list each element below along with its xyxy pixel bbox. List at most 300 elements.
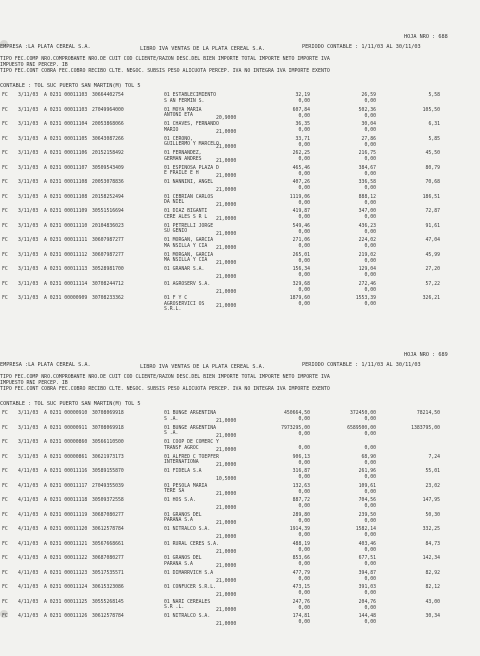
client-name: 01 FERNANDEZ, GERMAN ANDRES [164, 151, 202, 162]
doc-date: 4/11/03 [18, 585, 39, 590]
vat-rate: 21,0000 [216, 564, 237, 569]
doc-number: A 0231 00011118 [44, 498, 88, 503]
client-name: 01 PESOLA MARIA TERE SA [164, 483, 208, 494]
total-amount: 32,19 [295, 93, 310, 98]
cuit-number: 30615323086 [92, 585, 124, 590]
vat-amount: 47,04 [425, 238, 440, 243]
cuit-number: 30708069918 [92, 425, 124, 431]
vat-amount: 142,34 [422, 556, 440, 561]
vat-rate: 21,0000 [216, 304, 237, 309]
vat-amount: 45,50 [425, 151, 440, 156]
total-amount: 488,19 [292, 541, 310, 547]
doc-type: FC [2, 296, 8, 301]
client-name: 01 ESPINOSA PLAZA D E FRAILE E H [164, 165, 219, 176]
total-amount: 477,79 [292, 570, 310, 576]
client-name: 01 ESTABLECIMIENTO S AN FERMIN S. [164, 93, 216, 104]
perception-amount: 0,00 [364, 287, 376, 293]
rni-amount: 0,00 [298, 302, 310, 307]
cuit-number: 30612578784 [92, 527, 124, 532]
vat-amount: 55,01 [425, 469, 440, 474]
vat-amount: 45,99 [425, 252, 440, 258]
doc-type: FC [2, 541, 8, 547]
table-row [0, 614, 480, 633]
doc-type: FC [2, 93, 8, 98]
perception-amount: 0,00 [364, 273, 376, 278]
rni-amount: 0,00 [298, 446, 310, 451]
vat-rate: 21,0000 [216, 173, 237, 179]
vat-rate: 21,0000 [216, 260, 237, 266]
hoja-number: HOJA NRO : 688 [404, 34, 448, 40]
doc-type: FC [2, 614, 8, 619]
vat-rate: 21,0000 [216, 188, 237, 193]
rni-amount: 0,00 [298, 273, 310, 278]
total-amount: 1914,39 [289, 527, 310, 532]
doc-date: 3/11/03 [18, 107, 39, 113]
vat-rate: 21,0000 [216, 419, 237, 424]
total-amount: 33,71 [295, 136, 310, 142]
doc-number: A 0231 00011123 [44, 570, 88, 576]
client-name: 01 GRANAR S.A. [164, 267, 205, 272]
total-amount: 247,76 [292, 599, 310, 605]
doc-type: FC [2, 556, 8, 561]
total-amount: 549,46 [292, 223, 310, 229]
column-header-3: TIPO FEC.CONT COBRA FEC.COBRO RECIBO CLTE. NEGOC. SUBSIS PESO ALICUOTA PERCEP. IVA NO INTEGRA IVA IMPORTE EXENTO [0, 386, 330, 392]
net-amount: 261,96 [358, 469, 376, 474]
rni-amount: 0,00 [298, 215, 310, 220]
total-amount: 419,87 [292, 209, 310, 214]
total-amount: 316,87 [292, 469, 310, 474]
vat-rate: 21,0000 [216, 491, 237, 497]
cuit-number: 27049355039 [92, 483, 124, 489]
doc-date: 3/11/03 [18, 238, 39, 243]
cuit-number: 30528981700 [92, 267, 124, 272]
doc-number: A 0231 00011116 [44, 469, 88, 474]
vat-amount: 5,85 [428, 136, 440, 142]
vat-amount: 332,25 [422, 527, 440, 532]
net-amount: 1553,39 [355, 296, 376, 301]
column-header-1: TIPO FEC.COMP NRO.COMPROBANTE NRO.DE CUIT COD CLIENTE/RAZON DESC.DEL BIEN IMPORTE TOTAL IMPORTE NETO IMPORTE IVA [0, 374, 330, 380]
total-amount: 1879,60 [289, 296, 310, 301]
perception-amount: 0,00 [364, 591, 376, 596]
doc-type: FC [2, 425, 8, 431]
accounting-period: PERIODO CONTABLE : 1/11/03 AL 30/11/03 [302, 44, 421, 50]
vat-amount: 30,34 [425, 614, 440, 619]
doc-type: FC [2, 194, 8, 200]
client-name: 01 DIAZ BIGANTI CERE ALES S R L [164, 209, 208, 220]
net-amount: 144,48 [358, 614, 376, 619]
vat-amount: 27,20 [425, 267, 440, 272]
doc-number: A 0231 00000861 [44, 454, 88, 460]
doc-number: A 0231 00011104 [44, 122, 88, 127]
client-name: 01 HOS S.A. [164, 498, 196, 503]
vat-rate: 21,0000 [216, 289, 237, 295]
cuit-number: 30607987277 [92, 252, 124, 258]
total-amount: 36,35 [295, 122, 310, 127]
cuit-number: 30708233362 [92, 296, 124, 301]
column-header-1: TIPO FEC.COMP NRO.COMPROBANTE NRO.DE CUIT COD CLIENTE/RAZON DESC.DEL BIEN IMPORTE TOTAL IMPORTE NETO IMPORTE IVA [0, 56, 330, 62]
client-name: 01 NITRALCO S.A. [164, 614, 211, 619]
perception-amount: 0,00 [364, 215, 376, 220]
client-name: 01 GRANOS DEL PARANA S.A [164, 556, 202, 567]
doc-number: A 0231 00011122 [44, 556, 88, 561]
perception-amount: 0,00 [364, 562, 376, 567]
net-amount: 502,36 [358, 107, 376, 113]
perception-amount: 0,00 [364, 142, 376, 148]
net-amount: 129,04 [358, 267, 376, 272]
vat-rate: 21,0000 [216, 520, 237, 526]
total-amount: 132,63 [292, 483, 310, 489]
doc-date: 4/11/03 [18, 570, 39, 576]
doc-number: A 0231 00011108 [44, 194, 88, 200]
total-amount: 473,15 [292, 585, 310, 590]
vat-rate: 21,0000 [216, 246, 237, 251]
perception-amount: 0,00 [364, 431, 376, 437]
vat-rate: 21,0000 [216, 578, 237, 584]
doc-date: 3/11/03 [18, 136, 39, 142]
doc-date: 3/11/03 [18, 180, 39, 185]
doc-date: 4/11/03 [18, 512, 39, 518]
cuit-number: 20152158492 [92, 151, 124, 156]
perception-amount: 0,00 [364, 229, 376, 235]
doc-date: 4/11/03 [18, 599, 39, 605]
vat-amount: 6,31 [428, 122, 440, 127]
vat-amount: 5,58 [428, 93, 440, 98]
net-amount: 677,51 [358, 556, 376, 561]
vat-amount: 82,92 [425, 570, 440, 576]
vat-rate: 21,0000 [216, 462, 237, 468]
total-amount: 450664,50 [284, 411, 310, 416]
vat-rate: 20,9000 [216, 115, 237, 121]
doc-date: 3/11/03 [18, 151, 39, 156]
vat-amount: 43,00 [425, 599, 440, 605]
vat-rate: 21,0000 [216, 549, 237, 555]
doc-date: 3/11/03 [18, 267, 39, 272]
doc-type: FC [2, 151, 8, 156]
rni-amount: 0,00 [298, 518, 310, 524]
column-header-3: TIPO FEC.CONT COBRA FEC.COBRO RECIBO CLTE. NEGOC. SUBSIS PESO ALICUOTA PERCEP. IVA NO INTEGRA IVA IMPORTE EXENTO [0, 68, 330, 74]
perception-amount: 0,00 [364, 99, 376, 104]
perception-amount: 0,00 [364, 504, 376, 509]
vat-amount: 7,24 [428, 454, 440, 460]
vat-rate: 21,0000 [216, 144, 237, 150]
rni-amount: 0,00 [298, 113, 310, 119]
doc-number: A 0231 00011124 [44, 585, 88, 590]
vat-rate: 10,5000 [216, 477, 237, 482]
cuit-number: 27049964000 [92, 107, 124, 113]
net-amount: 403,46 [358, 541, 376, 547]
doc-type: FC [2, 180, 8, 185]
doc-number: A 0231 00011114 [44, 281, 88, 287]
hoja-number: HOJA NRO : 689 [404, 352, 448, 358]
total-amount: 329,68 [292, 281, 310, 287]
cuit-number: 20158252494 [92, 194, 124, 200]
cuit-number: 30687080277 [92, 512, 124, 518]
doc-number: A 0231 00011110 [44, 223, 88, 229]
doc-type: FC [2, 469, 8, 474]
accounting-period: PERIODO CONTABLE : 1/11/03 AL 30/11/03 [302, 362, 421, 368]
rni-amount: 0,00 [298, 200, 310, 206]
net-amount: 26,59 [361, 93, 376, 98]
doc-number: A 0231 00011119 [44, 512, 88, 518]
perception-amount: 0,00 [364, 489, 376, 495]
rni-amount: 0,00 [298, 547, 310, 553]
client-name: 01 PETRELLI JORGE SU GENIO [164, 223, 214, 234]
cuit-number: 30664402754 [92, 93, 124, 98]
vat-rate: 21,0000 [216, 159, 237, 164]
net-amount: 68,90 [361, 454, 376, 460]
doc-number: A 0231 00011120 [44, 527, 88, 532]
doc-type: FC [2, 585, 8, 590]
net-amount: 347,00 [358, 209, 376, 214]
net-amount: 436,23 [358, 223, 376, 229]
total-amount: 887,72 [292, 498, 310, 503]
net-amount: 219,02 [358, 252, 376, 258]
client-name: 01 DIMARRVICH S.A [164, 570, 214, 576]
doc-number: A 0231 00011117 [44, 483, 88, 489]
vat-rate: 21,0000 [216, 217, 237, 222]
doc-date: 3/11/03 [18, 252, 39, 258]
doc-date: 3/11/03 [18, 194, 39, 200]
doc-date: 4/11/03 [18, 483, 39, 489]
rni-amount: 0,00 [298, 99, 310, 104]
cuit-number: 30589155870 [92, 469, 124, 474]
doc-type: FC [2, 267, 8, 272]
client-name: 01 MOYA MARIA ANTONI ETA [164, 107, 202, 118]
doc-number: A 0231 00011105 [44, 136, 88, 142]
doc-number: A 0231 00011109 [44, 209, 88, 214]
total-amount: 289,80 [292, 512, 310, 518]
rni-amount: 0,00 [298, 475, 310, 480]
vat-rate: 21,0000 [216, 607, 237, 613]
perception-amount: 0,00 [364, 157, 376, 162]
rni-amount: 0,00 [298, 186, 310, 191]
rni-amount: 0,00 [298, 229, 310, 235]
doc-date: 3/11/03 [18, 209, 39, 214]
total-amount: 174,81 [292, 614, 310, 619]
client-name: 01 CEBRIAN CARLOS DA NIEL [164, 194, 214, 205]
doc-type: FC [2, 498, 8, 503]
client-name: 01 FIDELA S.A [164, 469, 202, 474]
doc-type: FC [2, 223, 8, 229]
rni-amount: 0,00 [298, 417, 310, 422]
ledger-title: LIBRO IVA VENTAS DE LA PLATA CEREAL S.A. [140, 364, 265, 370]
cuit-number: 20053078836 [92, 180, 124, 185]
vat-rate: 21,0000 [216, 622, 237, 627]
cuit-number: 30509543409 [92, 165, 124, 171]
doc-type: FC [2, 165, 8, 171]
total-amount: 265,01 [292, 252, 310, 258]
vat-amount: 84,73 [425, 541, 440, 547]
vat-rate: 21,0000 [216, 433, 237, 439]
doc-date: 3/11/03 [18, 296, 39, 301]
vat-amount: 70,68 [425, 180, 440, 185]
perception-amount: 0,00 [364, 620, 376, 625]
perception-amount: 0,00 [364, 446, 376, 451]
doc-type: FC [2, 570, 8, 576]
vat-rate: 21,0000 [216, 593, 237, 598]
net-amount: 394,87 [358, 570, 376, 576]
net-amount: 1582,14 [355, 527, 376, 532]
vat-amount: 80,79 [425, 165, 440, 171]
net-amount: 272,46 [358, 281, 376, 287]
client-name: 01 F Y C AGROSERVICI OS S.R.L. [164, 296, 205, 312]
client-name: 01 COOP DE COMERC Y TRANSF AGROC [164, 440, 219, 451]
net-amount: 30,04 [361, 122, 376, 127]
doc-date: 4/11/03 [18, 527, 39, 532]
cuit-number: 30621973173 [92, 454, 124, 460]
client-name: 01 CERONO, GUILLERMO Y MARCELO [164, 136, 219, 147]
net-amount: 372450,00 [350, 411, 376, 416]
net-amount: 336,58 [358, 180, 376, 185]
vat-amount: 23,02 [425, 483, 440, 489]
vat-amount: 105,50 [422, 107, 440, 113]
rni-amount: 0,00 [298, 244, 310, 249]
doc-type: FC [2, 136, 8, 142]
doc-date: 3/11/03 [18, 440, 39, 445]
net-amount: 204,76 [358, 599, 376, 605]
vat-rate: 21,0000 [216, 535, 237, 540]
net-amount: 216,75 [358, 151, 376, 156]
cuit-number: 30607987277 [92, 238, 124, 243]
cuit-number: 30687080277 [92, 556, 124, 561]
column-header-2: IMPUESTO RNI PERCEP. IB [0, 62, 68, 68]
total-amount: 271,06 [292, 238, 310, 243]
doc-number: A 0231 00011125 [44, 599, 88, 605]
total-amount: 1119,06 [289, 194, 310, 200]
rni-amount: 0,00 [298, 431, 310, 437]
perception-amount: 0,00 [364, 518, 376, 524]
doc-date: 3/11/03 [18, 122, 39, 127]
cuit-number: 30551516694 [92, 209, 124, 214]
vat-rate: 21,0000 [216, 202, 237, 208]
net-amount: 6589500,00 [347, 425, 376, 431]
client-name: 01 CHAVES, FERNANDO MARIO [164, 122, 219, 133]
net-amount: 888,12 [358, 194, 376, 200]
doc-date: 3/11/03 [18, 165, 39, 171]
doc-date: 3/11/03 [18, 454, 39, 460]
client-name: 01 AGROSERV S.A. [164, 281, 211, 287]
cuit-number: 20053868066 [92, 122, 124, 127]
vat-rate: 21,0000 [216, 231, 237, 237]
total-amount: 156,34 [292, 267, 310, 272]
company-name: EMPRESA :LA PLATA CEREAL S.A. [0, 44, 91, 50]
doc-date: 4/11/03 [18, 614, 39, 619]
client-name: 01 MORGAN, GARCIA MA NSILLA Y CIA [164, 252, 214, 263]
net-amount: 391,03 [358, 585, 376, 590]
vat-amount: 78214,50 [416, 411, 440, 416]
rni-amount: 0,00 [298, 157, 310, 162]
perception-amount: 0,00 [364, 475, 376, 480]
doc-number: A 0231 00011113 [44, 267, 88, 272]
client-name: 01 ALFRED C TOEPFER INTERNATIONA [164, 454, 219, 465]
doc-number: A 0231 00000911 [44, 425, 88, 431]
company-name: EMPRESA :LA PLATA CEREAL S.A. [0, 362, 91, 368]
doc-date: 4/11/03 [18, 498, 39, 503]
doc-type: FC [2, 209, 8, 214]
rni-amount: 0,00 [298, 576, 310, 582]
rni-amount: 0,00 [298, 533, 310, 538]
vat-amount: 1383795,00 [411, 425, 440, 431]
doc-type: FC [2, 440, 8, 445]
rni-amount: 0,00 [298, 620, 310, 625]
doc-date: 3/11/03 [18, 425, 39, 431]
doc-number: A 0231 00011111 [44, 238, 88, 243]
cuit-number: 30612578784 [92, 614, 124, 619]
client-name: 01 GRANOS DEL PARANA S.A [164, 512, 202, 523]
total-amount: 607,84 [292, 107, 310, 113]
doc-type: FC [2, 238, 8, 243]
cuit-number: 30509372558 [92, 498, 124, 503]
cuit-number: 30643087266 [92, 136, 124, 142]
net-amount: 109,61 [358, 483, 376, 489]
client-name: 01 MORGAN, GARCIA MA NSILLA Y CIA [164, 238, 214, 249]
perception-amount: 0,00 [364, 417, 376, 422]
cuit-number: 30566110500 [92, 440, 124, 445]
perception-amount: 0,00 [364, 113, 376, 119]
perception-amount: 0,00 [364, 171, 376, 177]
rni-amount: 0,00 [298, 287, 310, 293]
doc-number: A 0231 00000910 [44, 411, 88, 416]
net-amount: 704,56 [358, 498, 376, 503]
rni-amount: 0,00 [298, 504, 310, 509]
rni-amount: 0,00 [298, 605, 310, 611]
total-amount: 465,46 [292, 165, 310, 171]
client-name: 01 BUNGE ARGENTINA S .A. [164, 411, 216, 422]
net-amount: 239,50 [358, 512, 376, 518]
doc-date: 4/11/03 [18, 469, 39, 474]
doc-number: A 0231 00011103 [44, 107, 88, 113]
perception-amount: 0,00 [364, 128, 376, 133]
cuit-number: 30517535571 [92, 570, 124, 576]
rni-amount: 0,00 [298, 460, 310, 466]
client-name: 01 NANNINI, ANGEL [164, 180, 214, 185]
cuit-number: 30567668661 [92, 541, 124, 547]
perception-amount: 0,00 [364, 547, 376, 553]
doc-number: A 0231 00011107 [44, 165, 88, 171]
vat-amount: 186,51 [422, 194, 440, 200]
total-amount: 262,25 [292, 151, 310, 156]
vat-amount: 91,61 [425, 223, 440, 229]
total-amount: 7973295,00 [281, 425, 310, 431]
table-row [0, 296, 480, 315]
doc-number: A 0231 00011108 [44, 180, 88, 185]
net-amount: 384,67 [358, 165, 376, 171]
rni-amount: 0,00 [298, 489, 310, 495]
vat-amount: 82,12 [425, 585, 440, 590]
client-name: 01 NITRALCO S.A. [164, 527, 211, 532]
doc-type: FC [2, 252, 8, 258]
rni-amount: 0,00 [298, 591, 310, 596]
vat-amount: 147,95 [422, 498, 440, 503]
ledger-title: LIBRO IVA VENTAS DE LA PLATA CEREAL S.A. [140, 46, 265, 52]
vat-rate: 21,0000 [216, 448, 237, 453]
doc-number: A 0231 00011126 [44, 614, 88, 619]
doc-date: 3/11/03 [18, 93, 39, 98]
cuit-number: 30555268145 [92, 599, 124, 605]
client-name: 01 CONFUCER S.R.L. [164, 585, 216, 590]
contable-label: CONTABLE : TOL SUC PUERTO SAN MARTIN(M) TOL 5 [0, 401, 141, 407]
vat-amount: 72,87 [425, 209, 440, 214]
doc-type: FC [2, 527, 8, 532]
doc-date: 3/11/03 [18, 281, 39, 287]
doc-type: FC [2, 281, 8, 287]
total-amount: 853,66 [292, 556, 310, 561]
perception-amount: 0,00 [364, 200, 376, 206]
net-amount: 27,86 [361, 136, 376, 142]
vat-rate: 21,0000 [216, 275, 237, 280]
total-amount: 407,26 [292, 180, 310, 185]
perception-amount: 0,00 [364, 460, 376, 466]
